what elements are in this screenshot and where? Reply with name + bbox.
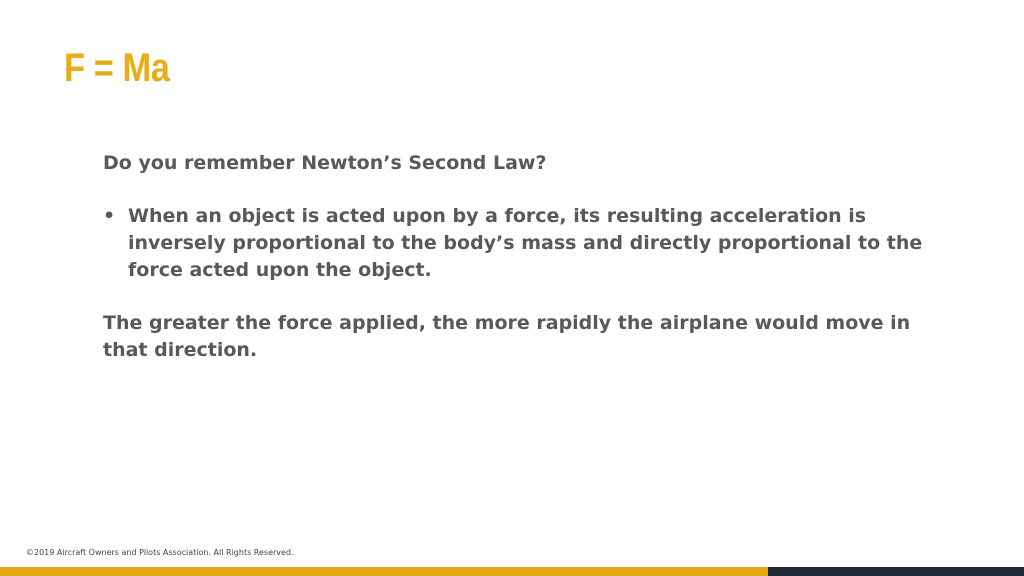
bullet-list [103,203,953,284]
bullet-text: When an object is acted upon by a force, its resulting acceleration is inversely proportional to the body’s mass and directly proportional to the force acted upon the object. [128,205,923,281]
bullet-marker: • [103,205,116,227]
slide-title: F = Ma [64,46,170,90]
bullet-item [103,203,953,284]
footer-bar-gold [0,567,768,576]
conclusion-text: The greater the force applied, the more rapidly the airplane would move in that direction. [103,312,911,361]
slide-body [103,150,953,364]
copyright-notice: ©2019 Aircraft Owners and Pilots Association. All Rights Reserved. [26,548,294,557]
question-text: Do you remember Newton’s Second Law? [103,152,547,174]
footer-bar-navy [768,567,1024,576]
